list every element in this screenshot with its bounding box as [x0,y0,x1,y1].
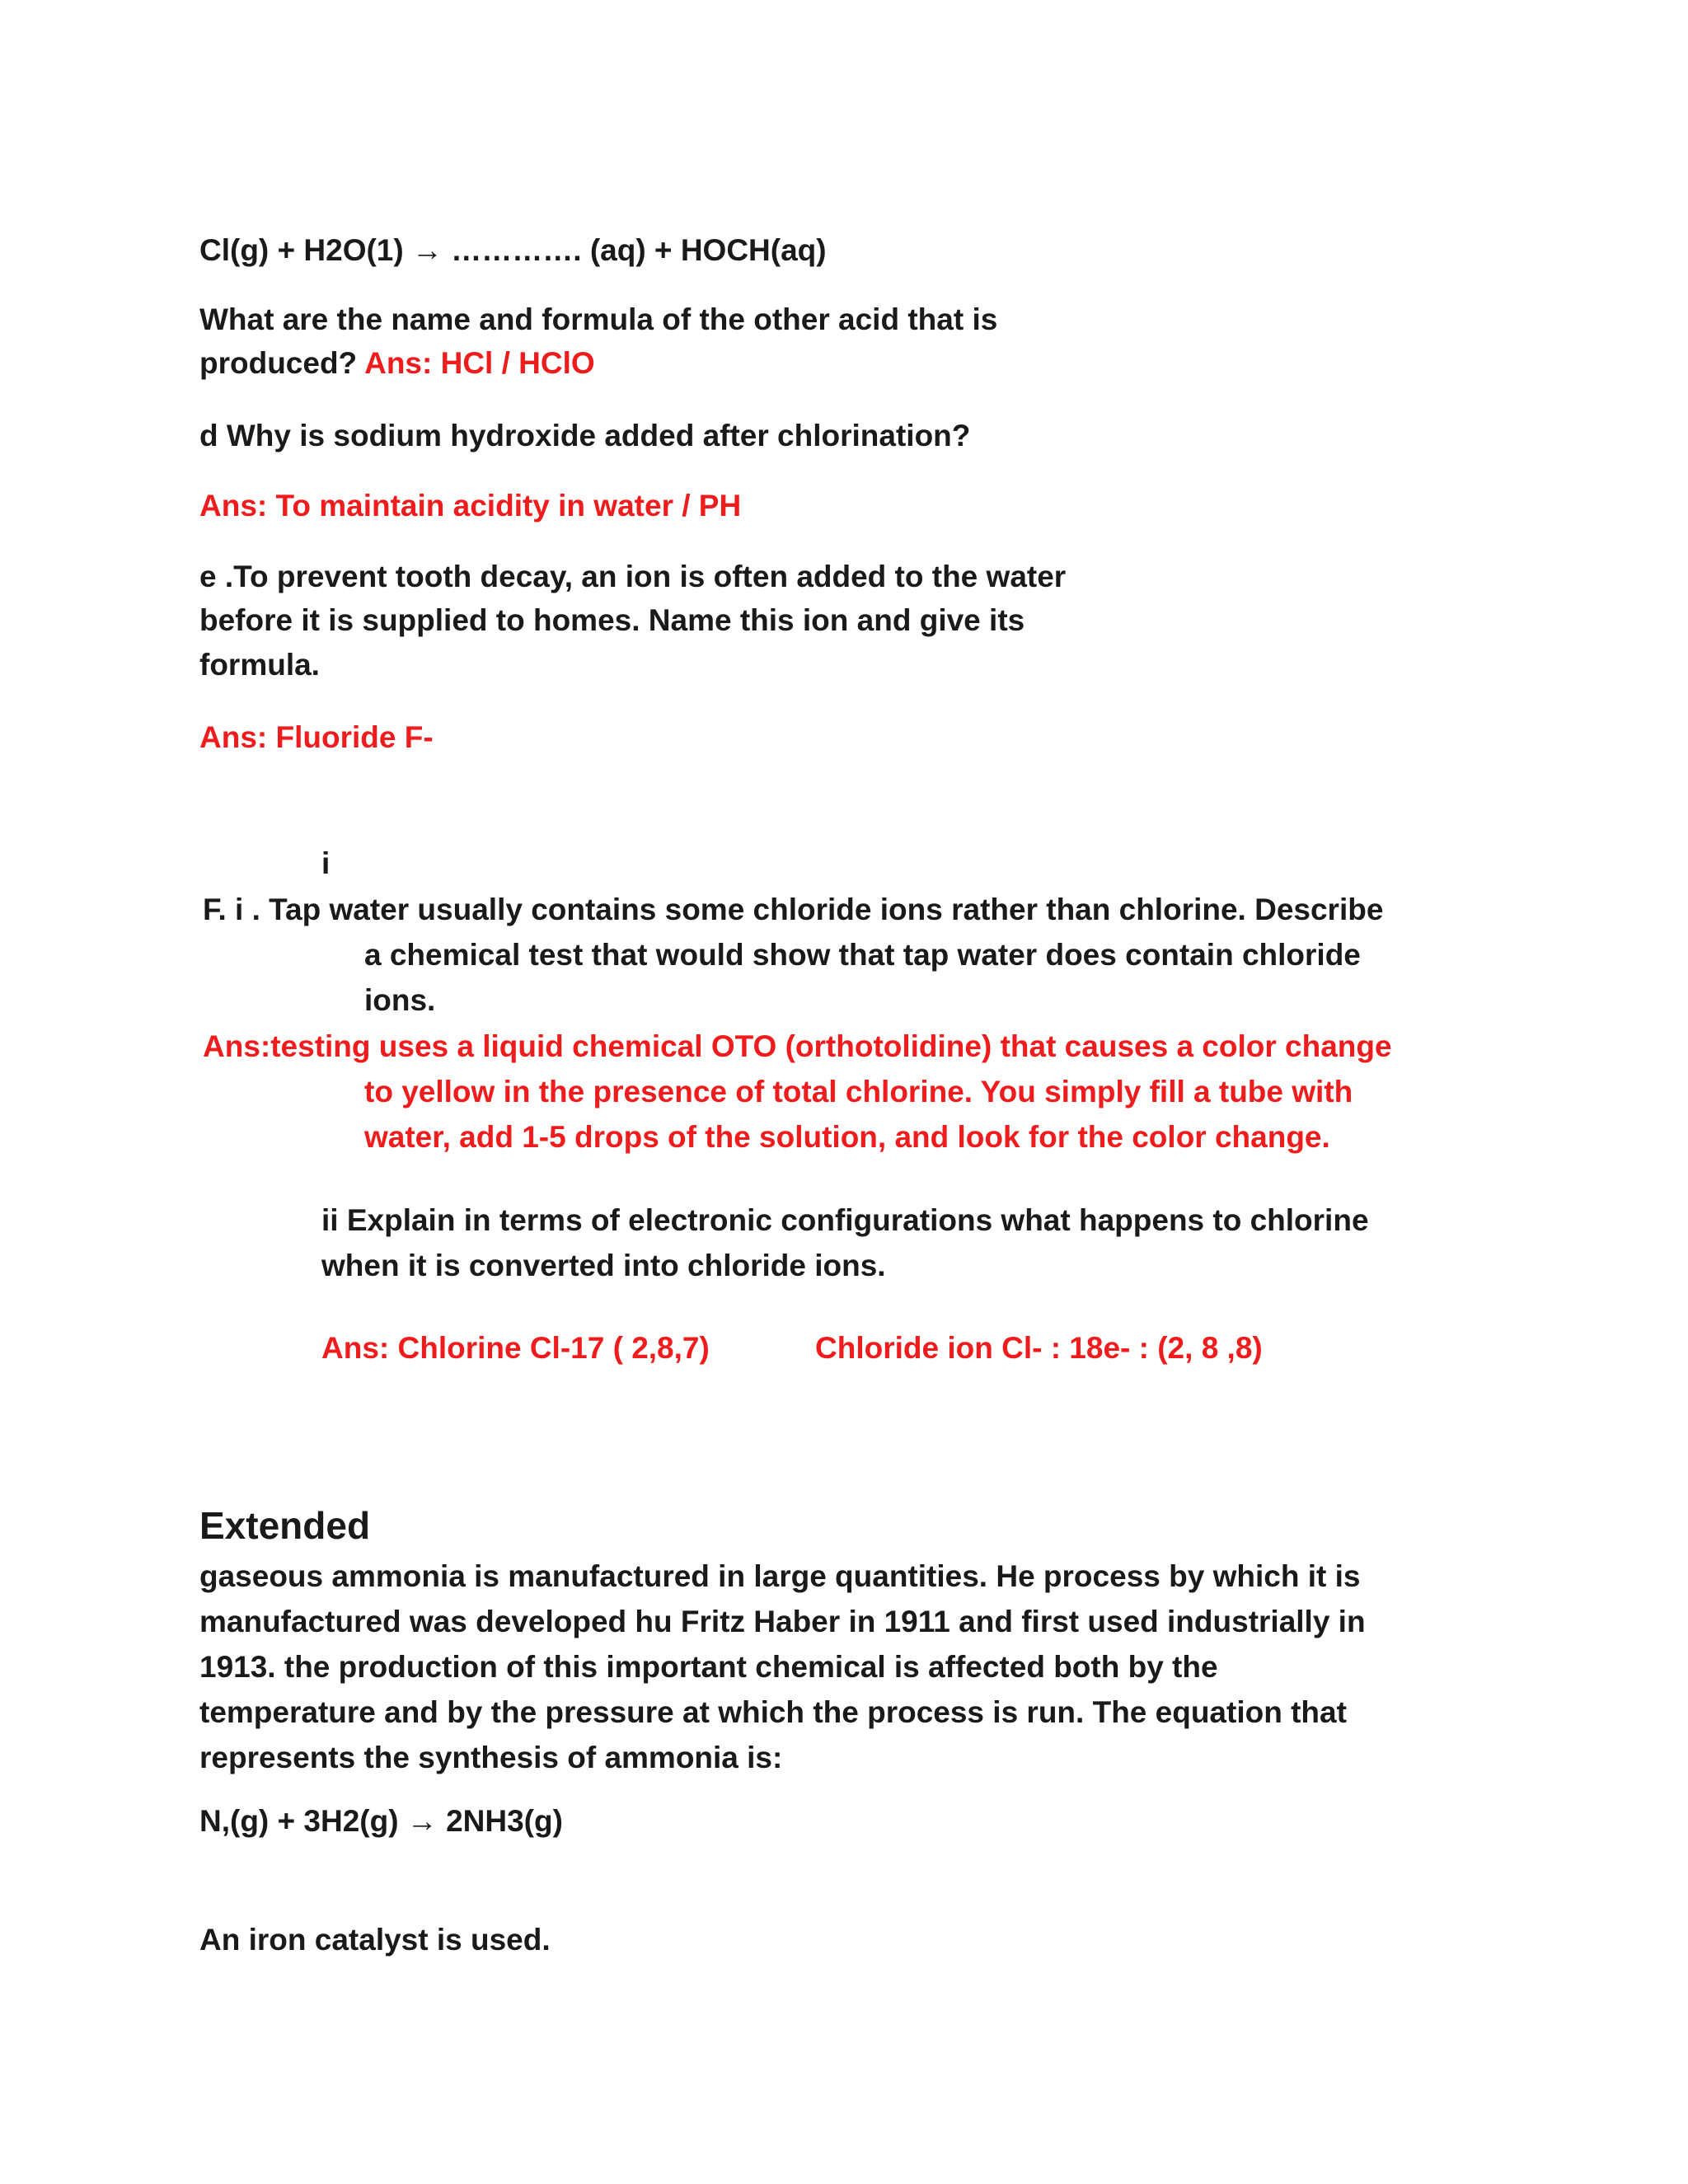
ammonia-equation: N,(g) + 3H2(g) → 2NH3(g) [199,1804,563,1838]
question-f-i-answer-line2: to yellow in the presence of total chlorine. You simply fill a tube with [364,1075,1353,1108]
stray-i-marker: i [321,846,331,880]
question-c-answer: Ans: HCl / HClO [364,346,595,380]
question-f-ii-answer-part1: Ans: Chlorine Cl-17 ( 2,8,7) [321,1331,710,1365]
question-c-line2 [199,340,595,386]
question-f-i-line1: F. i . Tap water usually contains some chloride ions rather than chlorine. Describe [203,893,1384,926]
question-d-answer: Ans: To maintain acidity in water / PH [199,489,742,523]
extended-heading: Extended [199,1504,371,1547]
extended-para-line5: represents the synthesis of ammonia is: [199,1741,783,1774]
question-f-ii-answer-part2: Chloride ion Cl- : 18e- : (2, 8 ,8) [815,1331,1263,1365]
extended-para-line4: temperature and by the pressure at which the process is run. The equation that [199,1695,1347,1729]
question-c-prefix: produced? [199,346,358,380]
question-f-i-line2: a chemical test that would show that tap water does contain chloride [364,938,1361,972]
question-f-ii-line2: when it is converted into chloride ions. [321,1249,886,1282]
chlorine-equation: Cl(g) + H2O(1) → …………. (aq) + HOCH(aq) [199,233,827,267]
question-c-line1: What are the name and formula of the other acid that is [199,302,998,336]
extended-para-line3: 1913. the production of this important chemical is affected both by the [199,1650,1218,1684]
iron-catalyst-note: An iron catalyst is used. [199,1923,551,1957]
question-e-answer: Ans: Fluoride F- [199,720,434,754]
extended-para-line1: gaseous ammonia is manufactured in large quantities. He process by which it is [199,1559,1361,1593]
question-e-line2: before it is supplied to homes. Name this ion and give its [199,603,1025,637]
extended-para-line2: manufactured was developed hu Fritz Haber in 1911 and first used industrially in [199,1605,1366,1638]
question-f-ii-line1: ii Explain in terms of electronic configurations what happens to chlorine [321,1203,1369,1237]
question-f-i-answer-line3: water, add 1-5 drops of the solution, and look for the color change. [364,1120,1330,1154]
question-f-i-answer-line1: Ans:testing uses a liquid chemical OTO (orthotolidine) that causes a color change [203,1029,1392,1063]
question-d: d Why is sodium hydroxide added after chlorination? [199,419,971,452]
question-f-i-line3: ions. [364,983,436,1017]
question-e-line3: formula. [199,648,320,682]
question-e-line1: e .To prevent tooth decay, an ion is often added to the water [199,560,1067,593]
